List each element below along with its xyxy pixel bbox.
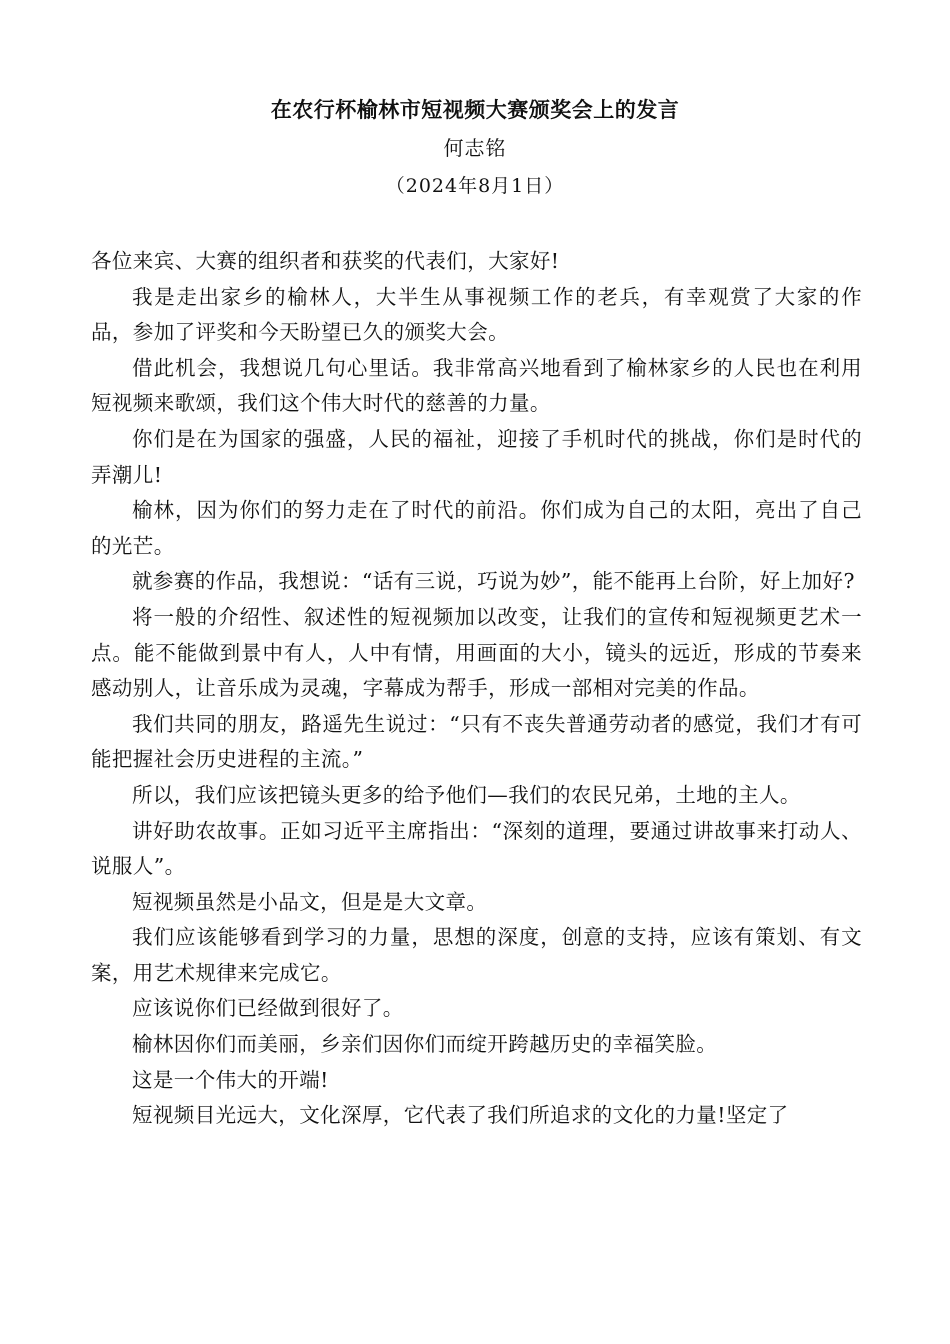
body-paragraph: 榆林因你们而美丽，乡亲们因你们而绽开跨越历史的幸福笑脸。 — [132, 1032, 718, 1057]
body-paragraph: 借此机会，我想说几句心里话。我非常高兴地看到了榆林家乡的人民也在利用短视频来歌颂，我们这个伟大时代的慈善的力量。 — [91, 355, 862, 416]
document-title: 在农行杯榆林市短视频大赛颁奖会上的发言 — [270, 97, 680, 122]
body-paragraph: 榆林，因为你们的努力走在了时代的前沿。你们成为自己的太阳，亮出了自己的光芒。 — [91, 498, 862, 558]
body-paragraph: 我们应该能够看到学习的力量，思想的深度，创意的支持，应该有策划、有文案，用艺术规律来完成它。 — [91, 925, 862, 985]
body-paragraph: 讲好助农故事。正如习近平主席指出：“深刻的道理，要通过讲故事来打动人、说服人”。 — [91, 818, 862, 879]
body-paragraph: 这是一个伟大的开端! — [132, 1067, 329, 1092]
body-paragraph: 就参赛的作品，我想说：“话有三说，巧说为妙”，能不能再上台阶，好上加好? — [132, 569, 855, 594]
document-author: 何志铭 — [443, 136, 507, 160]
document-date: （2024年8月1日） — [385, 175, 565, 197]
body-paragraph: 短视频目光远大，文化深厚，它代表了我们所追求的文化的力量!坚定了 — [132, 1103, 789, 1128]
body-paragraph: 我是走出家乡的榆林人，大半生从事视频工作的老兵，有幸观赏了大家的作品，参加了评奖和今天盼望已久的颁奖大会。 — [91, 284, 862, 345]
body-paragraph: 将一般的介绍性、叙述性的短视频加以改变，让我们的宣传和短视频更艺术一点。能不能做到景中有人，人中有情，用画面的大小，镜头的远近，形成的节奏来感动别人，让音乐成为灵魂，字幕成为帮手，形成一部相对完美的作品。 — [91, 604, 862, 701]
document-body — [91, 244, 862, 1134]
body-paragraph: 你们是在为国家的强盛，人民的福祉，迎接了手机时代的挑战，你们是时代的弄潮儿! — [91, 426, 862, 487]
body-paragraph: 所以，我们应该把镜头更多的给予他们—我们的农民兄弟，土地的主人。 — [132, 782, 801, 807]
greeting-paragraph: 各位来宾、大赛的组织者和获奖的代表们，大家好! — [91, 249, 560, 273]
body-paragraph: 我们共同的朋友，路遥先生说过：“只有不丧失普通劳动者的感觉，我们才有可能把握社会历史进程的主流。” — [91, 711, 862, 772]
body-paragraph: 短视频虽然是小品文，但是是大文章。 — [132, 889, 488, 914]
body-paragraph: 应该说你们已经做到很好了。 — [132, 996, 404, 1021]
